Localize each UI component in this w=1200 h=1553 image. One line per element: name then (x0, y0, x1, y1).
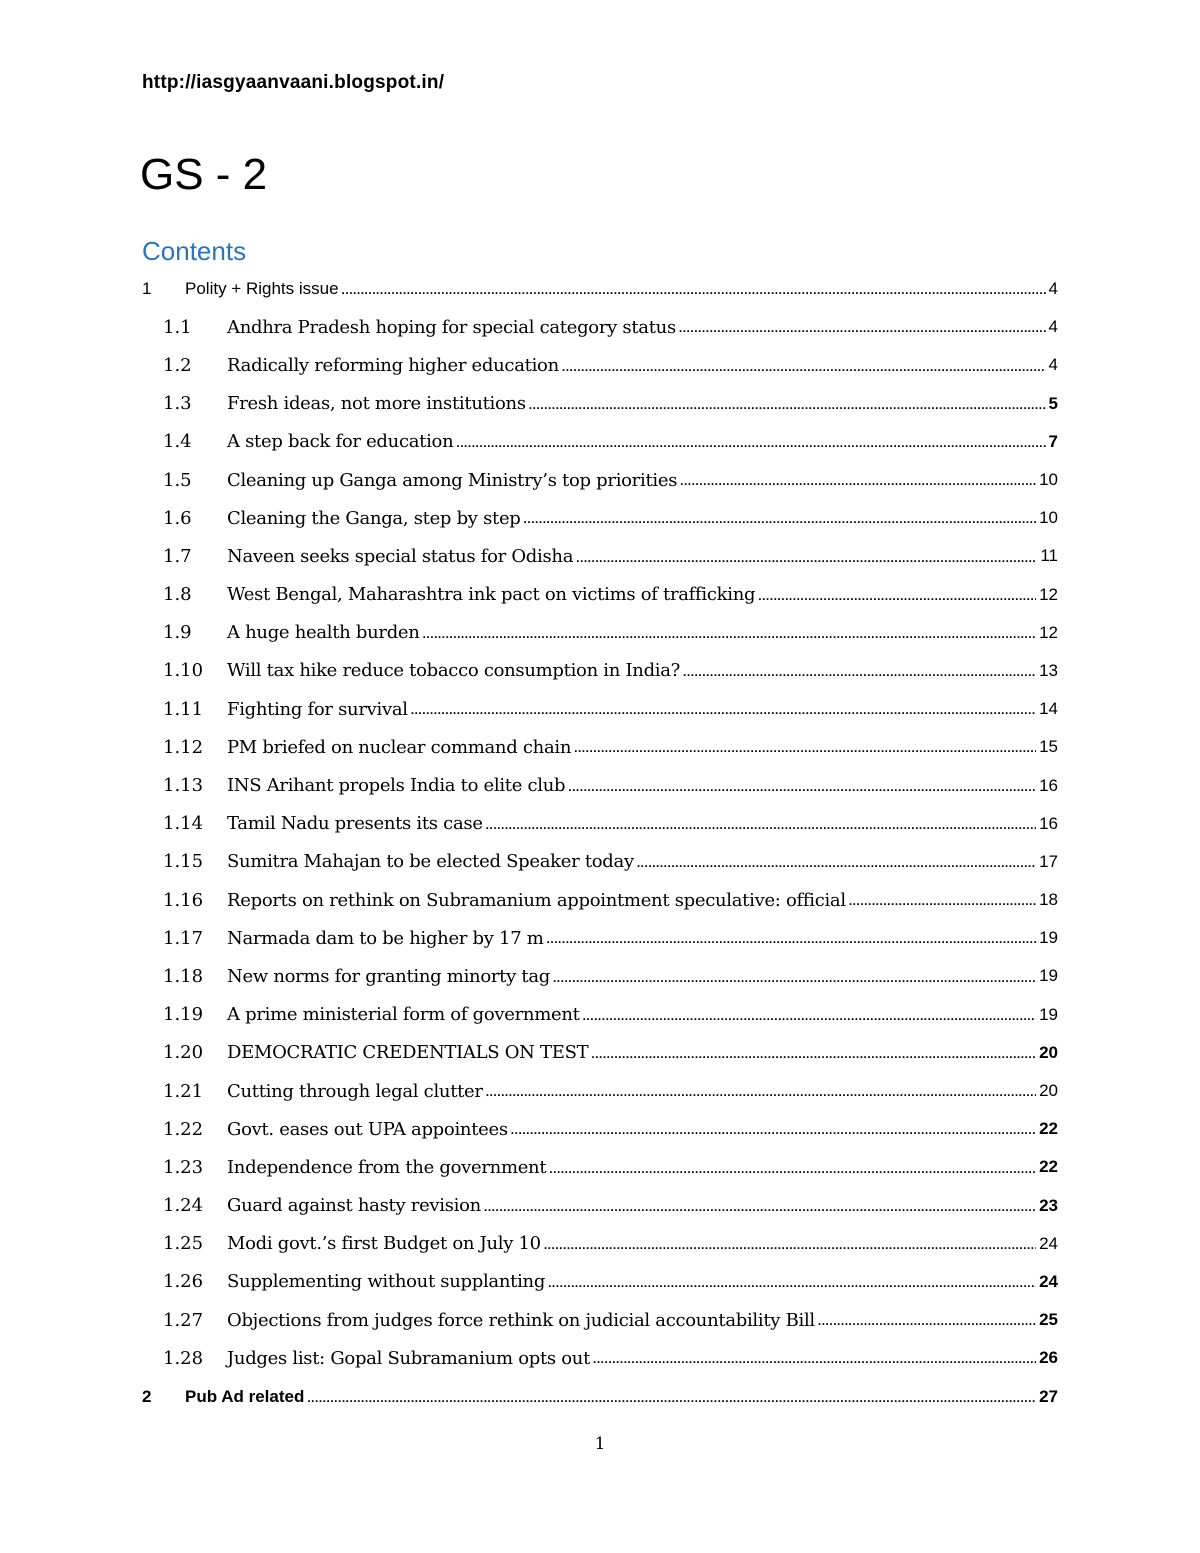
toc-dot-leader (593, 1347, 1036, 1377)
toc-dot-leader (544, 1233, 1036, 1263)
toc-entry-number: 1.11 (163, 698, 204, 720)
toc-entry-title: Will tax hike reduce tobacco consumption in India? (227, 660, 681, 682)
toc-entry-page: 10 (1039, 508, 1058, 528)
toc-entry-page: 5 (1048, 393, 1058, 413)
toc-subsection-entry[interactable] (142, 385, 1058, 423)
toc-subsection-entry[interactable] (142, 1225, 1058, 1263)
toc-entry-title: Objections from judges force rethink on judicial accountability Bill (227, 1309, 815, 1331)
toc-entry-title: Cleaning the Ganga, step by step (227, 507, 521, 529)
toc-entry-title: Govt. eases out UPA appointees (227, 1118, 508, 1140)
toc-entry-page: 16 (1039, 775, 1058, 795)
document-title: GS - 2 (140, 150, 268, 199)
toc-dot-leader (524, 507, 1037, 537)
toc-subsection-entry[interactable] (142, 919, 1058, 957)
toc-dot-leader (484, 1195, 1036, 1225)
toc-dot-leader (583, 1004, 1037, 1034)
toc-entry-title: New norms for granting minorty tag (227, 965, 550, 987)
toc-entry-page: 19 (1039, 966, 1058, 986)
toc-dot-leader (679, 316, 1046, 346)
toc-entry-title: A prime ministerial form of government (227, 1004, 580, 1026)
toc-dot-leader (680, 469, 1036, 499)
toc-dot-leader (637, 851, 1036, 881)
toc-entry-number: 1.28 (163, 1347, 204, 1369)
toc-entry-number: 1.12 (163, 736, 204, 758)
toc-entry-page: 4 (1048, 279, 1058, 299)
toc-dot-leader (456, 431, 1045, 461)
toc-entry-page: 4 (1048, 317, 1058, 337)
toc-entry-title: Guard against hasty revision (227, 1195, 481, 1217)
toc-dot-leader (568, 775, 1036, 805)
toc-entry-title: Narmada dam to be higher by 17 m (227, 927, 544, 949)
toc-entry-title: Cleaning up Ganga among Ministry’s top priorities (227, 469, 678, 491)
header-url[interactable]: http://iasgyaanvaani.blogspot.in/ (142, 72, 445, 93)
toc-entry-page: 19 (1039, 1004, 1058, 1024)
toc-entry-title: Naveen seeks special status for Odisha (227, 545, 574, 567)
toc-entry-number: 1.19 (163, 1004, 204, 1026)
toc-entry-title: Polity + Rights issue (185, 279, 339, 299)
toc-entry-page: 17 (1039, 851, 1058, 871)
toc-subsection-entry[interactable] (142, 1339, 1058, 1377)
toc-entry-number: 1.23 (163, 1156, 204, 1178)
toc-entry-title: Reports on rethink on Subramanium appointment speculative: official (227, 889, 846, 911)
toc-entry-title: DEMOCRATIC CREDENTIALS ON TEST (227, 1042, 589, 1064)
toc-entry-title: Pub Ad related (185, 1386, 305, 1406)
toc-subsection-entry[interactable] (142, 308, 1058, 346)
toc-dot-leader (576, 546, 1037, 576)
toc-subsection-entry[interactable] (142, 881, 1058, 919)
toc-entry-title: Supplementing without supplanting (227, 1271, 546, 1293)
toc-dot-leader (758, 584, 1036, 614)
toc-entry-page: 14 (1039, 699, 1058, 719)
toc-dot-leader (486, 1080, 1036, 1110)
toc-entry-number: 1.7 (163, 545, 192, 567)
toc-entry-page: 24 (1039, 1233, 1058, 1253)
toc-entry-title: Independence from the government (227, 1156, 547, 1178)
toc-entry-title: A step back for education (227, 431, 454, 453)
toc-subsection-entry[interactable] (142, 805, 1058, 843)
toc-subsection-entry[interactable] (142, 1148, 1058, 1186)
toc-dot-leader (547, 927, 1037, 957)
toc-entry-page: 15 (1039, 737, 1058, 757)
toc-entry-number: 1.10 (163, 660, 204, 682)
toc-entry-page: 22 (1039, 1119, 1058, 1139)
toc-entry-page: 10 (1039, 470, 1058, 490)
toc-entry-number: 1.16 (163, 889, 204, 911)
toc-entry-page: 13 (1039, 660, 1058, 680)
toc-subsection-entry[interactable] (142, 537, 1058, 575)
toc-subsection-entry[interactable] (142, 499, 1058, 537)
toc-dot-leader (553, 966, 1036, 996)
toc-subsection-entry[interactable] (142, 1301, 1058, 1339)
toc-dot-leader (574, 736, 1036, 766)
contents-heading: Contents (142, 236, 247, 266)
toc-entry-page: 18 (1039, 890, 1058, 910)
toc-entry-title: PM briefed on nuclear command chain (227, 736, 572, 758)
toc-entry-number: 1.22 (163, 1118, 204, 1140)
toc-entry-title: Judges list: Gopal Subramanium opts out (227, 1347, 591, 1369)
toc-dot-leader (529, 393, 1046, 423)
table-of-contents (142, 270, 1058, 1416)
toc-subsection-entry[interactable] (142, 1263, 1058, 1301)
toc-entry-page: 7 (1048, 431, 1058, 451)
toc-entry-number: 1.20 (163, 1042, 204, 1064)
toc-entry-number: 1.5 (163, 469, 192, 491)
toc-entry-number: 1.4 (163, 431, 192, 453)
toc-subsection-entry[interactable] (142, 766, 1058, 804)
toc-entry-number: 1.9 (163, 622, 192, 644)
page-number: 1 (594, 1434, 606, 1454)
toc-entry-title: Fresh ideas, not more institutions (227, 393, 526, 415)
toc-entry-number: 1.13 (163, 775, 204, 797)
toc-entry-title: A huge health burden (227, 622, 420, 644)
toc-subsection-entry[interactable] (142, 957, 1058, 995)
toc-dot-leader (511, 1118, 1036, 1148)
toc-entry-page: 22 (1039, 1157, 1058, 1177)
toc-entry-page: 25 (1039, 1310, 1058, 1330)
toc-entry-number: 1.25 (163, 1233, 204, 1255)
toc-entry-number: 1 (142, 279, 152, 299)
toc-subsection-entry[interactable] (142, 1034, 1058, 1072)
toc-entry-title: West Bengal, Maharashtra ink pact on victims of trafficking (227, 584, 756, 606)
toc-dot-leader (818, 1309, 1036, 1339)
toc-subsection-entry[interactable] (142, 423, 1058, 461)
toc-entry-page: 20 (1039, 1042, 1058, 1062)
toc-entry-page: 4 (1048, 355, 1058, 375)
toc-entry-page: 12 (1039, 622, 1058, 642)
toc-entry-title: Radically reforming higher education (227, 354, 559, 376)
toc-subsection-entry[interactable] (142, 1110, 1058, 1148)
toc-dot-leader (423, 622, 1037, 652)
toc-entry-title: Fighting for survival (227, 698, 408, 720)
toc-subsection-entry[interactable] (142, 843, 1058, 881)
toc-subsection-entry[interactable] (142, 461, 1058, 499)
toc-entry-page: 16 (1039, 813, 1058, 833)
toc-entry-page: 26 (1039, 1348, 1058, 1368)
toc-entry-page: 12 (1039, 584, 1058, 604)
toc-entry-number: 1.2 (163, 354, 192, 376)
toc-subsection-entry[interactable] (142, 728, 1058, 766)
toc-subsection-entry[interactable] (142, 1072, 1058, 1110)
toc-dot-leader (849, 889, 1036, 919)
toc-entry-page: 27 (1039, 1386, 1058, 1406)
toc-entry-number: 1.8 (163, 584, 192, 606)
toc-entry-number: 1.3 (163, 393, 192, 415)
toc-entry-number: 1.18 (163, 965, 204, 987)
toc-subsection-entry[interactable] (142, 346, 1058, 384)
toc-entry-title: Modi govt.’s first Budget on July 10 (227, 1233, 541, 1255)
toc-entry-number: 1.24 (163, 1195, 204, 1217)
toc-subsection-entry[interactable] (142, 652, 1058, 690)
toc-dot-leader (683, 660, 1036, 690)
toc-dot-leader (591, 1042, 1036, 1072)
toc-entry-number: 1.21 (163, 1080, 204, 1102)
toc-section-entry[interactable] (142, 270, 1058, 308)
toc-dot-leader (342, 279, 1046, 308)
toc-entry-title: Andhra Pradesh hoping for special category status (227, 316, 676, 338)
toc-subsection-entry[interactable] (142, 690, 1058, 728)
toc-entry-number: 1.14 (163, 813, 204, 835)
toc-entry-number: 1.6 (163, 507, 192, 529)
toc-dot-leader (562, 355, 1046, 385)
toc-dot-leader (486, 813, 1036, 843)
toc-entry-number: 1.15 (163, 851, 204, 873)
toc-subsection-entry[interactable] (142, 996, 1058, 1034)
toc-entry-number: 2 (142, 1386, 152, 1406)
toc-entry-number: 1.27 (163, 1309, 204, 1331)
toc-subsection-entry[interactable] (142, 1187, 1058, 1225)
toc-entry-title: Cutting through legal clutter (227, 1080, 483, 1102)
toc-entry-title: Tamil Nadu presents its case (227, 813, 483, 835)
toc-dot-leader (548, 1271, 1036, 1301)
toc-entry-number: 1.17 (163, 927, 204, 949)
toc-entry-title: INS Arihant propels India to elite club (227, 775, 566, 797)
toc-entry-page: 11 (1040, 546, 1058, 566)
toc-entry-page: 19 (1039, 928, 1058, 948)
toc-entry-title: Sumitra Mahajan to be elected Speaker today (227, 851, 634, 873)
toc-entry-number: 1.26 (163, 1271, 204, 1293)
toc-subsection-entry[interactable] (142, 614, 1058, 652)
toc-entry-page: 23 (1039, 1195, 1058, 1215)
toc-entry-page: 20 (1039, 1081, 1058, 1101)
toc-entry-page: 24 (1039, 1271, 1058, 1291)
toc-dot-leader (307, 1387, 1036, 1416)
toc-dot-leader (549, 1157, 1036, 1187)
toc-entry-number: 1.1 (163, 316, 192, 338)
toc-subsection-entry[interactable] (142, 576, 1058, 614)
toc-section-entry[interactable] (142, 1377, 1058, 1415)
toc-dot-leader (411, 698, 1036, 728)
